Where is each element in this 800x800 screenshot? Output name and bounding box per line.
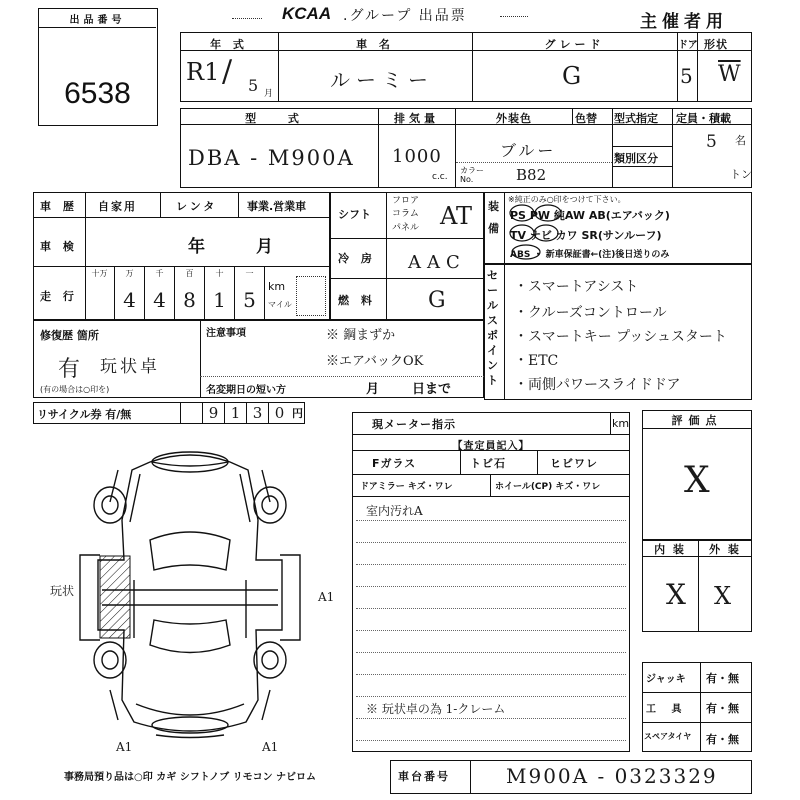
sales-item-2: ・クルーズコントロール <box>514 305 667 321</box>
name-change-month: 月 <box>366 382 380 397</box>
door-label: ドア <box>678 40 698 51</box>
recolor-label: 色替 <box>575 112 597 125</box>
inspection-month: 月 <box>256 237 273 257</box>
recycle-unit: 円 <box>292 407 303 420</box>
mileage-digit-value: 1 <box>213 288 226 312</box>
damage-hatch-area <box>100 556 130 638</box>
repair-detail: 玩状卓 <box>100 357 160 377</box>
history-rental[interactable]: レンタ <box>176 200 218 213</box>
door-mirror-label: ドアミラー キズ・ワレ <box>360 482 453 492</box>
brand-logo: KCAA <box>282 4 332 23</box>
repair-label: 修復歴 箇所 <box>40 329 99 342</box>
office-note: 事務局預り品は○印 カギ シフトノブ リモコン ナビロム <box>64 772 317 783</box>
mileage-digit-value: 4 <box>153 288 166 312</box>
jack-label: ジャッキ <box>646 674 686 685</box>
lot-number: 6538 <box>64 77 131 110</box>
mileage-digit-value: 5 <box>243 288 256 312</box>
year-value: R1 <box>186 58 220 86</box>
type-value: DBA - M900A <box>188 146 355 170</box>
spare-option[interactable]: 有・無 <box>706 733 739 746</box>
equipment-label: 装備 <box>488 200 499 235</box>
month-value: 5 <box>248 76 259 95</box>
color-no-label: カラーNo. <box>460 166 484 184</box>
spec-label: 型式指定 <box>614 112 658 125</box>
grade-value: G <box>562 62 582 90</box>
meter-label: 現メーター指示 <box>372 418 456 431</box>
shift-panel[interactable]: パネル <box>392 223 420 233</box>
color-label: 外装色 <box>496 112 532 125</box>
color-no-value: B82 <box>516 166 547 184</box>
notice-label: 注意事項 <box>206 328 246 339</box>
sales-item-1: ・スマートアシスト <box>514 279 639 295</box>
repair-note: (有の場合は○印を) <box>40 385 110 394</box>
type-label: 型 式 <box>245 112 313 125</box>
score-value: X <box>684 460 710 501</box>
recycle-digit-value: 0 <box>274 404 285 422</box>
meter-unit: km <box>612 417 630 430</box>
ac-value: AAC <box>408 252 466 273</box>
diagram-side-note: 玩状 <box>50 584 75 598</box>
interior-label: 内 装 <box>654 543 686 556</box>
shift-value: AT <box>440 202 473 230</box>
disp-unit: c.c. <box>432 172 448 182</box>
sales-item-5: ・両側パワースライドドア <box>514 377 681 393</box>
organizer-label: 主催者用 <box>640 12 728 32</box>
recycle-label: リサイクル券 有/無 <box>37 408 132 421</box>
history-label: 車 歴 <box>40 200 78 213</box>
inspector-label: 【査定員記入】 <box>452 441 530 452</box>
tobi-label: トビ石 <box>470 457 506 470</box>
mileage-digit-label: 万 <box>125 269 134 278</box>
mileage-digit-label: 一 <box>245 269 254 278</box>
tools-option[interactable]: 有・無 <box>706 702 739 715</box>
equipment-line2: TV ナビ カワ SR(サンルーフ) <box>510 229 662 242</box>
wheel-label: ホイール(CP) キズ・ワレ <box>495 482 601 492</box>
name-change-label: 名変期日の短い方 <box>206 385 286 396</box>
color-value: ブルー <box>500 141 557 160</box>
disp-value: 1000 <box>392 146 442 167</box>
recycle-digit-value: 1 <box>230 404 241 422</box>
disp-label: 排気量 <box>394 112 439 125</box>
form-title: .グループ 出品票 <box>343 8 467 24</box>
mileage-digit-label: 十万 <box>91 269 108 278</box>
history-private[interactable]: 自家用 <box>98 200 137 213</box>
mileage-label: 走 行 <box>40 290 78 303</box>
lot-label: 出品番号 <box>69 15 126 26</box>
ac-label: 冷 房 <box>338 252 376 265</box>
chassis-label: 車台番号 <box>398 770 450 783</box>
diagram-mark-bottom-right: A1 <box>262 740 279 754</box>
hibi-label: ヒビワレ <box>550 457 598 470</box>
exterior-label: 外 装 <box>709 543 741 556</box>
shift-column[interactable]: コラム <box>392 209 419 219</box>
jack-option[interactable]: 有・無 <box>706 672 739 685</box>
fuel-value: G <box>428 288 446 313</box>
mile-label: マイル <box>268 300 292 309</box>
shift-floor[interactable]: フロア <box>392 196 420 206</box>
equipment-note: ※純正のみ○印をつけて下さい。 <box>508 195 626 204</box>
repair-value: 有 <box>58 357 81 382</box>
inspector-note-2: ※ 玩状卓の為 1-クレーム <box>366 702 506 716</box>
shape-value: $\overline{W}$ <box>718 62 741 87</box>
capacity-unit-persons: 名 <box>735 134 746 147</box>
diagram-mark-right: A1 <box>318 590 335 604</box>
model-label: 車 名 <box>356 38 394 51</box>
capacity-unit-tons: トン <box>730 168 752 181</box>
history-business[interactable]: 事業.営業車 <box>247 200 307 213</box>
capacity-value: 5 <box>706 132 717 152</box>
inspection-label: 車 検 <box>40 240 78 253</box>
fuel-label: 燃 料 <box>338 294 376 307</box>
sales-item-3: ・スマートキー プッシュスタート <box>514 329 727 345</box>
fglass-label: Fガラス <box>372 457 417 470</box>
capacity-label: 定員・積載 <box>676 112 731 125</box>
equipment-line1: PS PW 純AW AB(エアバック) <box>510 209 670 222</box>
mileage-digit-label: 十 <box>215 269 224 278</box>
grade-label: グレード <box>544 38 605 51</box>
sales-item-4: ・ETC <box>514 353 559 369</box>
month-unit: 月 <box>264 89 274 99</box>
spare-label: スペアタイヤ <box>644 732 692 741</box>
mileage-digit-value: 4 <box>123 288 136 312</box>
notice-1: ※ 鋼まずか <box>326 328 396 343</box>
year-label: 年 式 <box>210 38 248 51</box>
sales-label: セールスポイント <box>487 269 498 387</box>
inspector-note-1: 室内汚れA <box>366 504 423 518</box>
equipment-line3: ABS ・ 新車保証書←(注)後日送りのみ <box>510 250 670 260</box>
year-slash: / <box>222 54 233 89</box>
mileage-digit-label: 百 <box>185 269 194 278</box>
interior-value: X <box>666 578 686 611</box>
inspection-year: 年 <box>188 237 205 257</box>
score-label: 評価点 <box>671 414 723 427</box>
door-value: 5 <box>680 64 693 88</box>
mileage-digit-label: 千 <box>155 269 164 278</box>
name-change-day: 日まで <box>412 382 452 397</box>
shape-label: 形状 <box>704 38 728 51</box>
exterior-value: X <box>714 582 732 610</box>
class-label: 類別区分 <box>614 152 658 165</box>
km-label: km <box>268 280 286 293</box>
notice-2: ※エアバックOK <box>326 354 424 369</box>
tools-label: 工 具 <box>646 704 688 715</box>
mileage-digit-value: 8 <box>183 288 196 312</box>
model-value: ルーミー <box>330 68 434 92</box>
chassis-value: M900A - 0323329 <box>506 764 718 788</box>
recycle-digit-value: 3 <box>252 404 263 422</box>
shift-label: シフト <box>338 208 371 221</box>
diagram-mark-bottom-left: A1 <box>116 740 133 754</box>
recycle-digit-value: 9 <box>208 404 219 422</box>
